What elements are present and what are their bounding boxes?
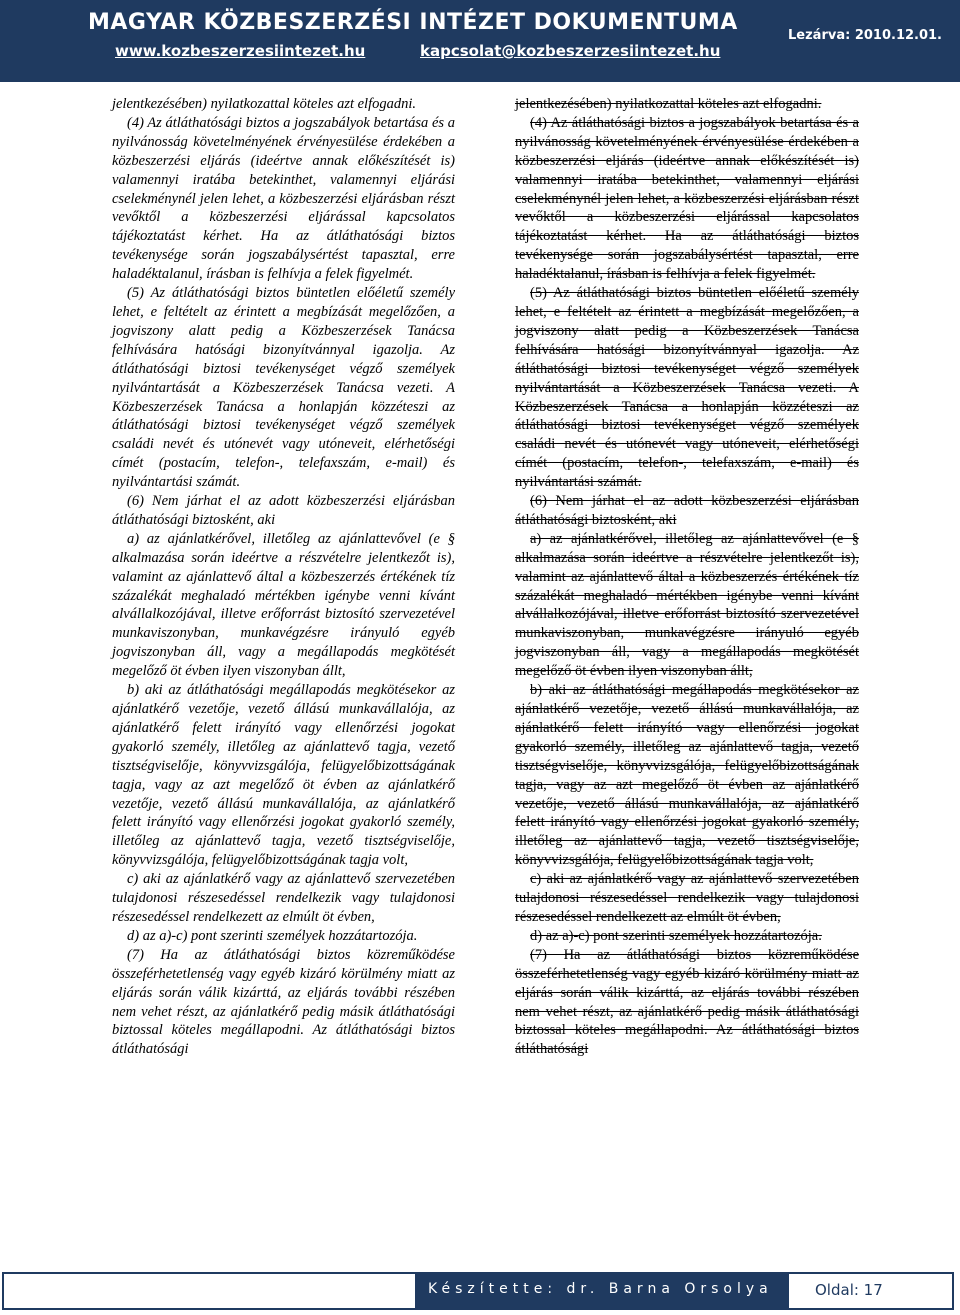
document-footer [0, 1272, 960, 1315]
paragraph: (6) Nem járhat el az adott közbeszerzési eljárásban átláthatósági biztosként, aki [112, 493, 455, 528]
paragraph: (4) Az átláthatósági biztos a jogszabályok betartása és a nyilvánosság követelményének érvényesülése érdekében a közbeszerzési eljárás (ideértve annak előkészítését is) valamennyi iratába betekinthet, valamennyi eljárási cselekménynél jelen lehet, a közbeszerzési eljárásban részt vevőktől a közbeszerzési eljárással kapcsolatos tájékoztatást kérhet. Ha az átláthatósági biztos tevékenysége során jogszabálysértést tapasztal, erre haladéktalanul, írásban is felhívja a felek figyelmét. [515, 114, 859, 283]
paragraph: c) aki az ajánlatkérő vagy az ajánlattevő szervezetében tulajdonosi részesedéssel rendelkezik vagy tulajdonosi részesedéssel rendelkezett az elmúlt öt évben, [112, 871, 455, 925]
closing-date: Lezárva: 2010.12.01. [788, 28, 943, 43]
paragraph: a) az ajánlatkérővel, illetőleg az ajánlattevővel (e § alkalmazása során ideértve a részvételre jelentkezőt is), valamint az ajánlattevő által a közbeszerzés értékének tíz százalékát meghaladó mértékben igénybe venni kívánt alvállalkozójával, illetve erőforrást biztosító szervezetével munkaviszonyban, munkavégzésre irányuló egyéb jogviszonyban áll, vagy a megállapodás megkötését megelőző öt évben ilyen viszonyban állt, [112, 530, 455, 680]
paragraph: b) aki az átláthatósági megállapodás megkötésekor az ajánlatkérő vezetője, vezető állású munkavállalója, az ajánlatkérő felett irányító vagy ellenőrzési jogokat gyakorló személy, illetőleg az ajánlattevő tagja, vezető tisztségviselője, könyvvizsgálója, felügyelőbizottságának tagja, vagy az azt megelőző öt évben az ajánlatkérő vezetője, vezető állású munkavállalója, az ajánlatkérő felett irányító vagy ellenőrzési jogokat gyakorló személy, illetőleg az ajánlattevő tagja, vezető tisztségviselője, könyvvizsgálója, felügyelőbizottságának tagja volt, [515, 682, 859, 869]
left-column-amended-text [112, 95, 455, 1059]
paragraph: jelentkezésében) nyilatkozattal köteles azt elfogadni. [112, 96, 417, 112]
email-link[interactable]: kapcsolat@kozbeszerzesiintezet.hu [420, 42, 721, 60]
document-title: MAGYAR KÖZBESZERZÉSI INTÉZET DOKUMENTUMA [88, 10, 738, 35]
website-link[interactable]: www.kozbeszerzesiintezet.hu [115, 42, 366, 60]
paragraph: a) az ajánlatkérővel, illetőleg az ajánlattevővel (e § alkalmazása során ideértve a részvételre jelentkezőt is), valamint az ajánlattevő által a közbeszerzés értékének tíz százalékát meghaladó mértékben igénybe venni kívánt alvállalkozójával, illetve erőforrást biztosító szervezetével munkaviszonyban, munkavégzésre irányuló egyéb jogviszonyban áll, vagy a megállapodás megkötését megelőző öt évben ilyen viszonyban állt, [515, 530, 859, 680]
paragraph: (7) Ha az átláthatósági biztos közreműködése összeférhetetlenség vagy egyéb kizáró körülmény miatt az eljárás során válik kizárttá, az eljárás további részében nem vehet részt, az ajánlatkérő pedig másik átláthatósági biztossal köteles megállapodni. Az átláthatósági biztos átláthatósági [515, 946, 859, 1058]
paragraph: d) az a)-c) pont szerinti személyek hozzátartozója. [127, 927, 418, 944]
document-header [0, 0, 960, 82]
paragraph: (6) Nem járhat el az adott közbeszerzési eljárásban átláthatósági biztosként, aki [515, 493, 859, 528]
right-column-repealed-text [515, 95, 859, 1059]
paragraph: c) aki az ajánlatkérő vagy az ajánlattevő szervezetében tulajdonosi részesedéssel rendelkezik vagy tulajdonosi részesedéssel rendelkezett az elmúlt öt évben, [515, 871, 859, 925]
paragraph: (7) Ha az átláthatósági biztos közreműködése összeférhetetlenség vagy egyéb kizáró körülmény miatt az eljárás során válik kizárttá, az eljárás további részében nem vehet részt, az ajánlatkérő pedig másik átláthatósági biztossal köteles megállapodni. Az átláthatósági biztos átláthatósági [112, 946, 455, 1058]
paragraph: d) az a)-c) pont szerinti személyek hozzátartozója. [530, 927, 822, 944]
paragraph: (5) Az átláthatósági biztos büntetlen előéletű személy lehet, e feltételt az érintett a megbízását megelőzően, a jogviszony alatt pedig a Közbeszerzések Tanácsa felhívására hatósági bizonyítvánnyal igazolja. Az átláthatósági biztosi tevékenységet végző személyek nyilvántartását a Közbeszerzések Tanácsa vezeti. A Közbeszerzések Tanácsa a honlapján közzéteszi az átláthatósági biztosi tevékenységet végző személyek családi nevét és utónevét vagy utóneveit, elérhetőségi címét (postacím, telefon-, telefaxszám, e-mail) és nyilvántartási számát. [112, 285, 455, 491]
paragraph: jelentkezésében) nyilatkozattal köteles azt elfogadni. [515, 96, 822, 112]
author-credit: Készítette: dr. Barna Orsolya [428, 1281, 773, 1297]
paragraph: b) aki az átláthatósági megállapodás megkötésekor az ajánlatkérő vezetője, vezető állású munkavállalója, az ajánlatkérő felett irányító vagy ellenőrzési jogokat gyakorló személy, illetőleg az ajánlattevő tagja, vezető tisztségviselője, könyvvizsgálója, felügyelőbizottságának tagja, vagy az azt megelőző öt évben az ajánlatkérő vezetője, vezető állású munkavállalója, az ajánlatkérő felett irányító vagy ellenőrzési jogokat gyakorló személy, illetőleg az ajánlattevő tagja, vezető tisztségviselője, könyvvizsgálója, felügyelőbizottságának tagja volt, [112, 682, 455, 869]
paragraph: (5) Az átláthatósági biztos büntetlen előéletű személy lehet, e feltételt az érintett a megbízását megelőzően, a jogviszony alatt pedig a Közbeszerzések Tanácsa felhívására hatósági bizonyítvánnyal igazolja. Az átláthatósági biztosi tevékenységet végző személyek nyilvántartását a Közbeszerzések Tanácsa vezeti. A Közbeszerzések Tanácsa a honlapján közzéteszi az átláthatósági biztosi tevékenységet végző személyek családi nevét és utónevét vagy utóneveit, elérhetőségi címét (postacím, telefon-, telefaxszám, e-mail) és nyilvántartási számát. [515, 285, 859, 491]
paragraph: (4) Az átláthatósági biztos a jogszabályok betartása és a nyilvánosság követelményének érvényesülése érdekében a közbeszerzési eljárás (ideértve annak előkészítését is) valamennyi iratába betekinthet, valamennyi eljárási cselekménynél jelen lehet, a közbeszerzési eljárásban részt vevőktől a közbeszerzési eljárással kapcsolatos tájékoztatást kérhet. Ha az átláthatósági biztos tevékenysége során jogszabálysértést tapasztal, erre haladéktalanul, írásban is felhívja a felek figyelmét. [112, 114, 455, 283]
page-number: Oldal: 17 [815, 1281, 883, 1299]
